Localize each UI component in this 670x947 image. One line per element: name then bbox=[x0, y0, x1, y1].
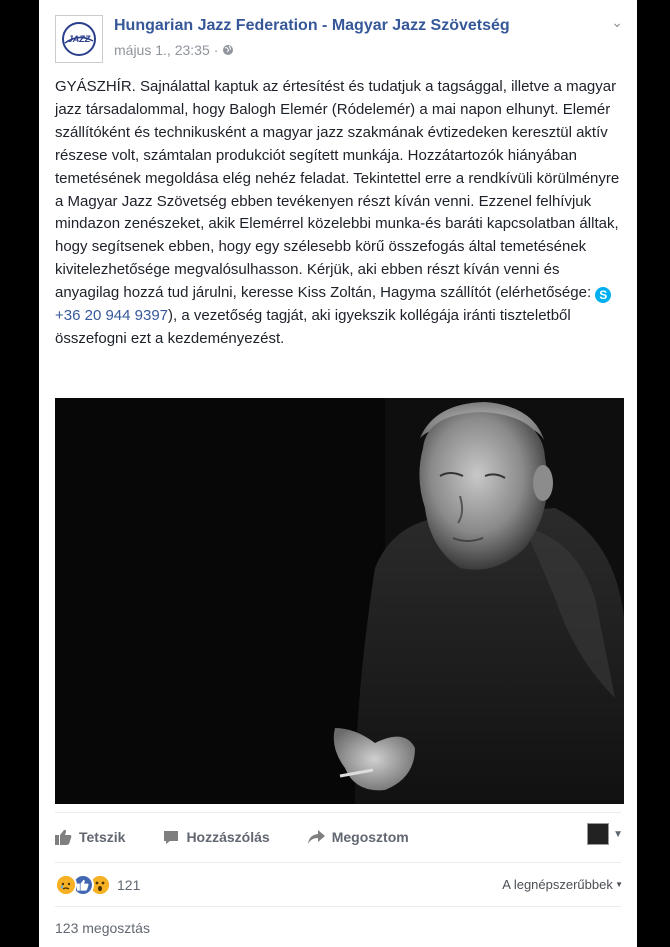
reaction-count: 121 bbox=[117, 877, 141, 893]
post-text bbox=[55, 76, 620, 351]
comment-label: Hozzászólás bbox=[186, 829, 270, 845]
post-options-chevron-icon[interactable]: ⌄ bbox=[611, 14, 623, 30]
globe-icon[interactable] bbox=[222, 44, 234, 56]
share-label: Megosztom bbox=[331, 829, 409, 845]
sort-label: A legnépszerűbbek bbox=[502, 877, 613, 892]
comment-button[interactable] bbox=[163, 829, 269, 845]
share-as-selector[interactable] bbox=[587, 823, 623, 845]
caret-down-icon: ▼ bbox=[612, 880, 623, 889]
reactions-summary[interactable] bbox=[55, 874, 140, 896]
post-photo[interactable] bbox=[55, 398, 624, 804]
post-text-body: GYÁSZHÍR. Sajnálattal kaptuk az értesítést és tudatjuk a tagsággal, illetve a magyar jazz társadalommal, hogy Balogh Elemér (Ródelemér) a mai napon elhunyt. Elemér szállítóként és technikusként a magyar jazz szakmának évtizedeken keresztül aktív részese volt, számtalan produkciót segített munkája. Hozzátartozók hiányában temetésének megoldása elég nehéz feladat. Tekintettel erre a rendkívüli körülményre a Magyar Jazz Szövetség ebben tevékenyen részt kíván venni. Ezzenel felhívjuk mindazon zenészeket, akik Elemérrel közelebbi munka-és baráti kapcsolatban álltak, hogy segítsenek ebben, hogy egy szélesebb körű összefogás által temetésének kivitelezhetősége megvalósulhasson. Kérjük, aki ebben részt kíván venni és anyagilag hozzá tud járulni, keresse Kiss Zoltán, Hagyma szállítót (elérhetősége: bbox=[55, 78, 620, 302]
divider bbox=[55, 812, 621, 813]
divider bbox=[55, 906, 621, 907]
phone-link[interactable]: +36 20 944 9397 bbox=[55, 307, 169, 325]
logo-text: JAZZ bbox=[67, 34, 91, 44]
post-meta bbox=[114, 42, 234, 58]
meta-separator: · bbox=[213, 42, 219, 58]
share-count-link[interactable]: 123 megosztás bbox=[55, 920, 150, 936]
share-as-avatar bbox=[587, 823, 609, 845]
timestamp-link[interactable]: május 1., 23:35 bbox=[114, 42, 210, 58]
post-actions bbox=[55, 820, 621, 854]
page-avatar[interactable] bbox=[55, 15, 103, 63]
comment-sort-dropdown[interactable] bbox=[502, 877, 623, 892]
portrait-image bbox=[55, 398, 624, 804]
thumbs-up-icon bbox=[55, 829, 72, 845]
page-name-link[interactable]: Hungarian Jazz Federation - Magyar Jazz Szövetség bbox=[114, 17, 510, 34]
caret-down-icon: ▼ bbox=[613, 828, 623, 840]
sad-reaction-icon bbox=[55, 874, 77, 896]
like-label: Tetszik bbox=[79, 829, 126, 845]
post-card bbox=[39, 0, 637, 947]
skype-icon: S bbox=[595, 287, 611, 303]
share-button[interactable] bbox=[308, 829, 409, 845]
like-button[interactable] bbox=[55, 829, 125, 845]
share-arrow-icon bbox=[308, 830, 325, 844]
post-text-ending: ), a vezetőség tagját, aki igyekszik kollégája iránti tiszteletből összefogni ezt a kezdeményezést. bbox=[55, 307, 571, 347]
comment-icon bbox=[163, 830, 179, 845]
divider bbox=[55, 862, 621, 863]
